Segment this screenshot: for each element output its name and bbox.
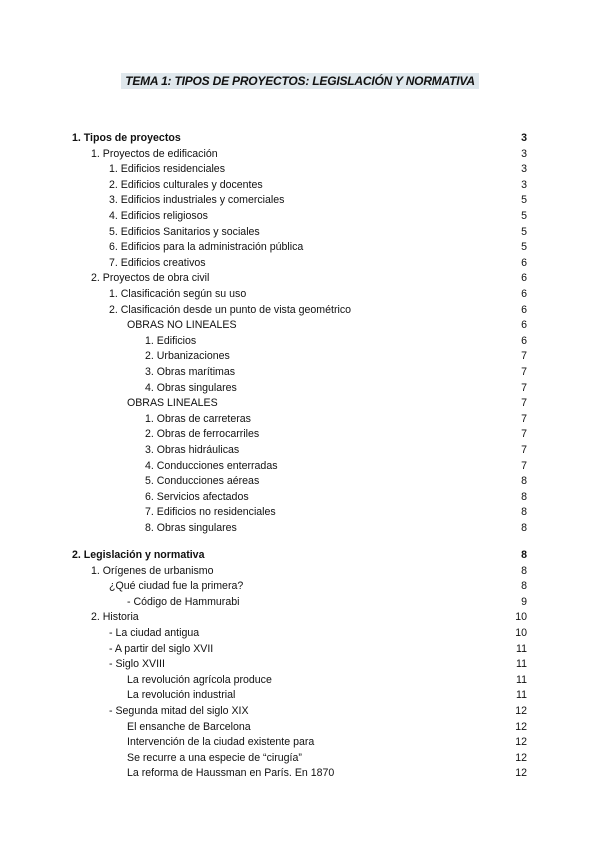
toc-entry-title: Intervención de la ciudad existente para xyxy=(127,736,315,748)
toc-entry[interactable] xyxy=(0,610,600,625)
toc-page-number: 5 xyxy=(521,241,527,253)
toc-entry-title: 7. Edificios no residenciales xyxy=(145,506,276,518)
toc-entry-title: La revolución agrícola produce xyxy=(127,674,272,686)
toc-entry-title: 5. Conducciones aéreas xyxy=(145,475,260,487)
toc-entry-title: 2. Legislación y normativa xyxy=(72,549,205,561)
toc-page-number: 7 xyxy=(521,428,527,440)
toc-entry[interactable] xyxy=(0,209,600,224)
toc-page-number: 11 xyxy=(516,643,527,655)
toc-page-number: 6 xyxy=(521,304,527,316)
toc-entry[interactable] xyxy=(0,642,600,657)
toc-entry-title: 5. Edificios Sanitarios y sociales xyxy=(109,226,260,238)
toc-page-number: 10 xyxy=(515,627,527,639)
toc-page-number: 12 xyxy=(515,705,527,717)
toc-entry-title: 1. Obras de carreteras xyxy=(145,413,251,425)
toc-page-number: 3 xyxy=(521,179,527,191)
toc-entry-title: - Segunda mitad del siglo XIX xyxy=(109,705,249,717)
toc-page-number: 7 xyxy=(521,382,527,394)
toc-entry[interactable] xyxy=(0,626,600,641)
toc-entry-title: 7. Edificios creativos xyxy=(109,257,206,269)
document-title: TEMA 1: TIPOS DE PROYECTOS: LEGISLACIÓN Y NORMATIVA xyxy=(121,73,479,89)
toc-page-number: 7 xyxy=(521,413,527,425)
toc-entry[interactable] xyxy=(0,381,600,396)
toc-entry[interactable] xyxy=(0,271,600,286)
toc-entry-title: 2. Urbanizaciones xyxy=(145,350,230,362)
toc-entry-title: 6. Servicios afectados xyxy=(145,491,249,503)
toc-entry[interactable] xyxy=(0,225,600,240)
toc-page-number: 8 xyxy=(521,580,527,592)
toc-entry[interactable] xyxy=(0,474,600,489)
toc-page-number: 3 xyxy=(521,132,527,144)
toc-entry-title: 3. Edificios industriales y comerciales xyxy=(109,194,285,206)
toc-page-number: 7 xyxy=(521,397,527,409)
toc-page-number: 10 xyxy=(515,611,527,623)
toc-entry-title: 1. Orígenes de urbanismo xyxy=(91,565,214,577)
toc-entry-title: 1. Edificios xyxy=(145,335,197,347)
toc-page-number: 5 xyxy=(521,226,527,238)
toc-entry-title: El ensanche de Barcelona xyxy=(127,721,251,733)
toc-page-number: 3 xyxy=(521,148,527,160)
toc-page-number: 9 xyxy=(521,596,527,608)
toc-entry-title: 4. Conducciones enterradas xyxy=(145,460,278,472)
toc-entry[interactable] xyxy=(0,443,600,458)
toc-entry-title: - Siglo XVIII xyxy=(109,658,165,670)
toc-entry[interactable] xyxy=(0,521,600,536)
toc-entry-title: 2. Obras de ferrocarriles xyxy=(145,428,260,440)
toc-entry[interactable] xyxy=(0,334,600,349)
toc-page-number: 5 xyxy=(521,194,527,206)
toc-entry[interactable] xyxy=(0,673,600,688)
toc-entry-title: ¿Qué ciudad fue la primera? xyxy=(109,580,244,592)
toc-entry-title: OBRAS LINEALES xyxy=(127,397,218,409)
toc-page-number: 12 xyxy=(515,736,527,748)
toc-entry-title: 8. Obras singulares xyxy=(145,522,237,534)
toc-entry-title: 3. Obras marítimas xyxy=(145,366,236,378)
toc-entry-title: - Código de Hammurabi xyxy=(127,596,240,608)
toc-entry-title: 4. Obras singulares xyxy=(145,382,237,394)
toc-entry[interactable] xyxy=(0,766,600,781)
toc-entry[interactable] xyxy=(0,178,600,193)
toc-entry[interactable] xyxy=(0,505,600,520)
toc-page-number: 12 xyxy=(515,767,527,779)
toc-page-number: 8 xyxy=(521,475,527,487)
toc-entry[interactable] xyxy=(0,735,600,750)
toc-page-number: 7 xyxy=(521,444,527,456)
toc-entry-title: 1. Edificios residenciales xyxy=(109,163,225,175)
toc-entry[interactable] xyxy=(0,412,600,427)
toc-entry[interactable] xyxy=(0,240,600,255)
toc-entry[interactable] xyxy=(0,579,600,594)
toc-entry[interactable] xyxy=(0,490,600,505)
toc-entry[interactable] xyxy=(0,564,600,579)
toc-entry-title: 1. Clasificación según su uso xyxy=(109,288,247,300)
toc-entry[interactable] xyxy=(0,287,600,302)
toc-section-heading[interactable] xyxy=(0,548,600,563)
toc-page-number: 12 xyxy=(515,721,527,733)
toc-entry-title: 1. Tipos de proyectos xyxy=(72,132,181,144)
toc-entry[interactable] xyxy=(0,256,600,271)
toc-page-number: 7 xyxy=(521,350,527,362)
toc-entry-title: - A partir del siglo XVII xyxy=(109,643,214,655)
toc-page-number: 11 xyxy=(516,658,527,670)
toc-entry-title: 2. Historia xyxy=(91,611,139,623)
toc-entry[interactable] xyxy=(0,720,600,735)
toc-page-number: 6 xyxy=(521,319,527,331)
toc-entry[interactable] xyxy=(0,318,600,333)
toc-entry-title: La reforma de Haussman en París. En 1870 xyxy=(127,767,335,779)
toc-entry[interactable] xyxy=(0,427,600,442)
toc-page-number: 11 xyxy=(516,689,527,701)
toc-entry[interactable] xyxy=(0,147,600,162)
toc-entry[interactable] xyxy=(0,303,600,318)
toc-page-number: 6 xyxy=(521,335,527,347)
toc-page-number: 11 xyxy=(516,674,527,686)
toc-page-number: 8 xyxy=(521,506,527,518)
toc-page-number: 7 xyxy=(521,366,527,378)
toc-entry-title: 3. Obras hidráulicas xyxy=(145,444,240,456)
toc-entry[interactable] xyxy=(0,193,600,208)
title-container xyxy=(0,72,600,90)
toc-page-number: 6 xyxy=(521,288,527,300)
toc-page-number: 8 xyxy=(521,565,527,577)
toc-page-number: 12 xyxy=(515,752,527,764)
toc-entry-title: 4. Edificios religiosos xyxy=(109,210,208,222)
toc-entry[interactable] xyxy=(0,751,600,766)
toc-entry-title: Se recurre a una especie de “cirugía” xyxy=(127,752,302,764)
toc-section-heading[interactable] xyxy=(0,131,600,146)
toc-entry-title: - La ciudad antigua xyxy=(109,627,200,639)
toc-entry[interactable] xyxy=(0,365,600,380)
toc-entry[interactable] xyxy=(0,688,600,703)
toc-entry-title: 2. Clasificación desde un punto de vista geométrico xyxy=(109,304,352,316)
toc-entry-title: 6. Edificios para la administración pública xyxy=(109,241,304,253)
toc-entry[interactable] xyxy=(0,459,600,474)
toc-entry-title: OBRAS NO LINEALES xyxy=(127,319,237,331)
toc-entry-title: 2. Proyectos de obra civil xyxy=(91,272,210,284)
toc-page-number: 8 xyxy=(521,491,527,503)
toc-page-number: 5 xyxy=(521,210,527,222)
toc-page-number: 8 xyxy=(521,522,527,534)
toc-page-number: 7 xyxy=(521,460,527,472)
toc-entry-title: 2. Edificios culturales y docentes xyxy=(109,179,263,191)
toc-entry-title: La revolución industrial xyxy=(127,689,236,701)
toc-page-number: 6 xyxy=(521,272,527,284)
toc-entry[interactable] xyxy=(0,704,600,719)
toc-page-number: 8 xyxy=(521,549,527,561)
toc-page-number: 6 xyxy=(521,257,527,269)
toc-entry[interactable] xyxy=(0,162,600,177)
toc-entry[interactable] xyxy=(0,349,600,364)
toc-entry[interactable] xyxy=(0,396,600,411)
toc-entry[interactable] xyxy=(0,657,600,672)
toc-entry[interactable] xyxy=(0,595,600,610)
toc-entry-title: 1. Proyectos de edificación xyxy=(91,148,218,160)
toc-page-number: 3 xyxy=(521,163,527,175)
